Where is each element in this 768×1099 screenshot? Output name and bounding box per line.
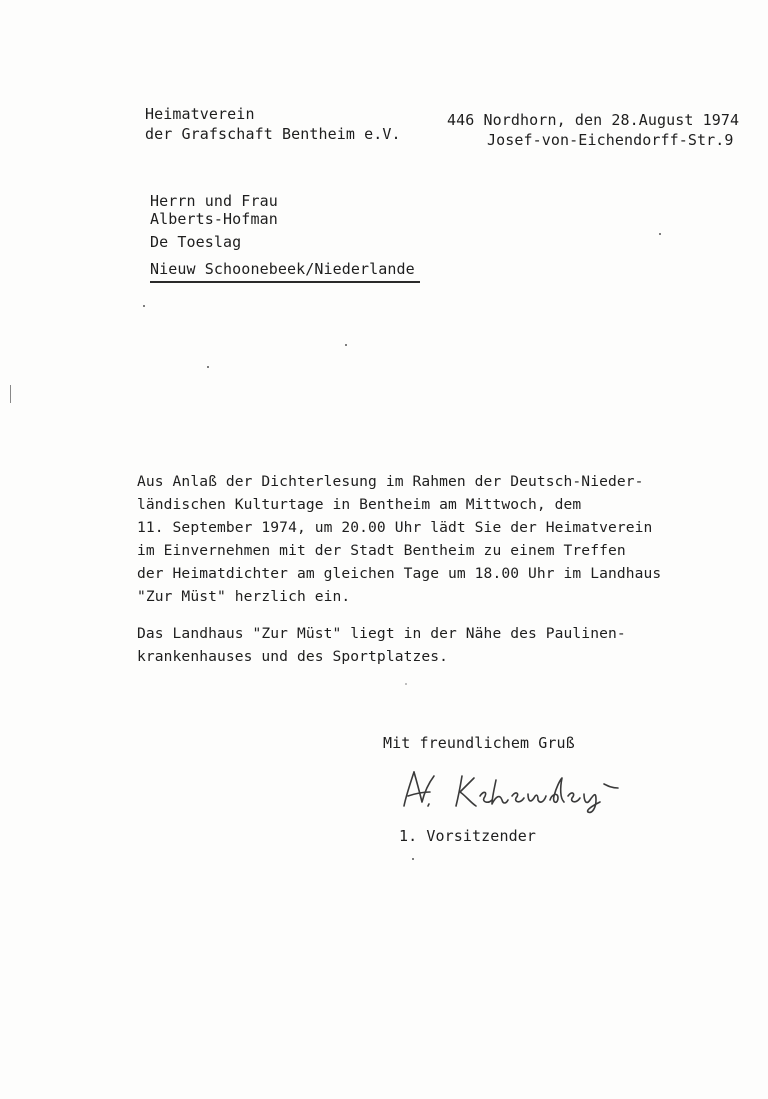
body-p2-line-1: Das Landhaus "Zur Müst" liegt in der Nähe des Paulinen- [137, 625, 626, 642]
street-address-line: Josef-von-Eichendorff-Str.9 [487, 131, 734, 149]
body-p1-line-3: 11. September 1974, um 20.00 Uhr lädt Sie der Heimatverein [137, 519, 653, 536]
scan-speck [405, 683, 407, 685]
recipient-line-4: Nieuw Schoonebeek/Niederlande [150, 260, 415, 278]
sender-line-1: Heimatverein [145, 105, 255, 123]
scan-margin-mark [10, 385, 11, 403]
scan-speck [659, 233, 661, 235]
recipient-line-3: De Toeslag [150, 233, 242, 251]
body-p1-line-1: Aus Anlaß der Dichterlesung im Rahmen der Deutsch-Nieder- [137, 473, 644, 490]
signatory-title: 1. Vorsitzender [399, 827, 536, 845]
scan-speck [345, 344, 347, 346]
handwritten-signature [400, 766, 625, 816]
scan-speck [143, 305, 145, 307]
body-p2-line-2: krankenhauses und des Sportplatzes. [137, 648, 449, 665]
sender-line-2: der Grafschaft Bentheim e.V. [145, 125, 401, 143]
recipient-line-2: Alberts-Hofman [150, 210, 278, 228]
address-underline [150, 281, 420, 283]
recipient-line-1: Herrn und Frau [150, 192, 278, 210]
body-p1-line-5: der Heimatdichter am gleichen Tage um 18.00 Uhr im Landhaus [137, 565, 662, 582]
body-p1-line-6: "Zur Müst" herzlich ein. [137, 588, 351, 605]
scan-speck [412, 858, 414, 860]
body-p1-line-4: im Einvernehmen mit der Stadt Bentheim zu einem Treffen [137, 542, 626, 559]
body-p1-line-2: ländischen Kulturtage in Bentheim am Mittwoch, dem [137, 496, 582, 513]
scan-speck [207, 366, 209, 368]
place-date-line: 446 Nordhorn, den 28.August 1974 [447, 111, 740, 129]
closing-greeting: Mit freundlichem Gruß [383, 734, 575, 752]
